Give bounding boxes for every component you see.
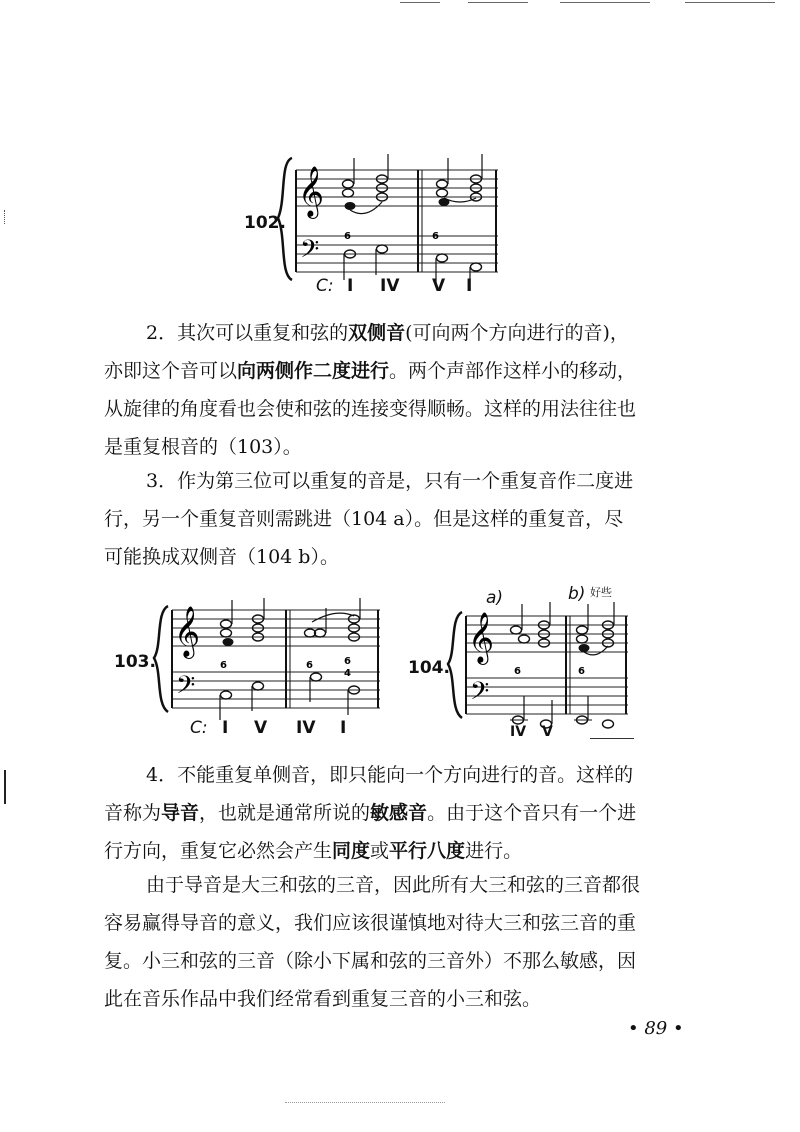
roman-numeral: I (340, 718, 347, 738)
text-run: 。由于这个音只有一个进 (427, 802, 637, 824)
roman-numeral: IV (380, 276, 400, 296)
paragraph-2 (104, 314, 694, 466)
top-rule-4 (685, 2, 775, 3)
text-run: 亦即这个音可以 (104, 360, 238, 382)
text-line: 行，另一个重复音则需跳进（104 a）。但是这样的重复音，尽 (104, 508, 624, 530)
text-run: 。两个声部作这样小的移动， (389, 360, 637, 382)
score-example-103 (148, 596, 388, 726)
example-number-103: 103. (114, 652, 156, 672)
bold-term: 平行八度 (389, 840, 466, 862)
svg-text:𝄢: 𝄢 (470, 677, 490, 712)
bottom-dotted-rule (285, 1102, 445, 1103)
underline-mark (590, 738, 634, 739)
bold-term: 敏感音 (370, 802, 428, 824)
text-line: 由于导音是大三和弦的三音，因此所有大三和弦的三音都很 (146, 874, 641, 896)
text-line: 3．作为第三位可以重复的音是，只有一个重复音作二度进 (146, 470, 634, 492)
text-line: 从旋律的角度看也会使和弦的连接变得顺畅。这样的用法往往也 (104, 398, 637, 420)
roman-numeral: V (542, 724, 553, 740)
text-line: 容易赢得导音的意义，我们应该很谨慎地对待大三和弦三音的重 (104, 912, 637, 934)
roman-numeral: I (222, 718, 229, 738)
top-rule-2 (468, 2, 528, 3)
example-number-104: 104. (408, 658, 450, 678)
top-rule-1 (400, 2, 440, 3)
figured-bass: 6 (306, 660, 313, 671)
text-line: 可能换成双侧音（104 b）。 (104, 546, 339, 568)
text-line: 此在音乐作品中我们经常看到重复三音的小三和弦。 (104, 988, 542, 1010)
paragraph-5 (104, 866, 694, 1018)
bold-term: 向两侧作二度进行 (237, 360, 390, 382)
roman-numeral: V (254, 718, 268, 738)
figured-bass: 6 (514, 666, 521, 677)
margin-mark (4, 210, 8, 224)
svg-text:𝄞: 𝄞 (468, 612, 495, 663)
figured-bass: 6 (344, 656, 351, 667)
roman-numeral: I (347, 276, 354, 296)
figured-bass: 6 (220, 660, 227, 671)
label-a: a) (486, 588, 504, 608)
example-number-102: 102. (244, 213, 286, 233)
label-b: b) (568, 584, 586, 604)
roman-numeral: IV (510, 724, 527, 740)
figured-bass: 6 (344, 231, 351, 242)
svg-text:𝄢: 𝄢 (176, 671, 196, 706)
text-run: (可向两个方向进行的音)， (405, 322, 629, 344)
text-line: 复。小三和弦的三音（除小下属和弦的三音外）不那么敏感，因 (104, 950, 637, 972)
paragraph-4 (104, 756, 694, 870)
text-run: 2．其次可以重复和弦的 (146, 322, 349, 344)
roman-numeral: V (432, 276, 446, 296)
text-run: 进行。 (465, 840, 523, 862)
text-run: 音称为 (104, 802, 162, 824)
paragraph-3 (104, 462, 694, 576)
score-example-104 (444, 600, 644, 730)
text-line: 是重复根音的（103）。 (104, 436, 302, 458)
figured-bass: 6 (578, 666, 585, 677)
margin-mark (4, 770, 6, 804)
bold-term: 同度 (332, 840, 371, 862)
text-run: 行方向，重复它必然会产生 (104, 840, 333, 862)
roman-numeral: I (466, 276, 473, 296)
bold-term: 双侧音 (348, 322, 406, 344)
label-b-note: 好些 (590, 586, 612, 599)
key-label: C: (316, 276, 334, 296)
bold-term: 导音 (161, 802, 200, 824)
roman-numeral: IV (296, 718, 316, 738)
brace (154, 606, 168, 712)
top-rule-3 (560, 2, 650, 3)
page-number: • 89 • (628, 1018, 684, 1039)
text-run: ，也就是通常所说的 (199, 802, 371, 824)
svg-text:𝄢: 𝄢 (300, 235, 320, 270)
figured-bass: 4 (344, 668, 351, 679)
key-label: C: (190, 718, 208, 738)
svg-text:𝄞: 𝄞 (174, 606, 201, 657)
text-line: 4．不能重复单侧音，即只能向一个方向进行的音。这样的 (146, 764, 634, 786)
figured-bass: 6 (432, 231, 439, 242)
text-run: 或 (370, 840, 390, 862)
brace (278, 158, 292, 280)
svg-text:𝄞: 𝄞 (298, 166, 325, 217)
brace (448, 612, 462, 718)
